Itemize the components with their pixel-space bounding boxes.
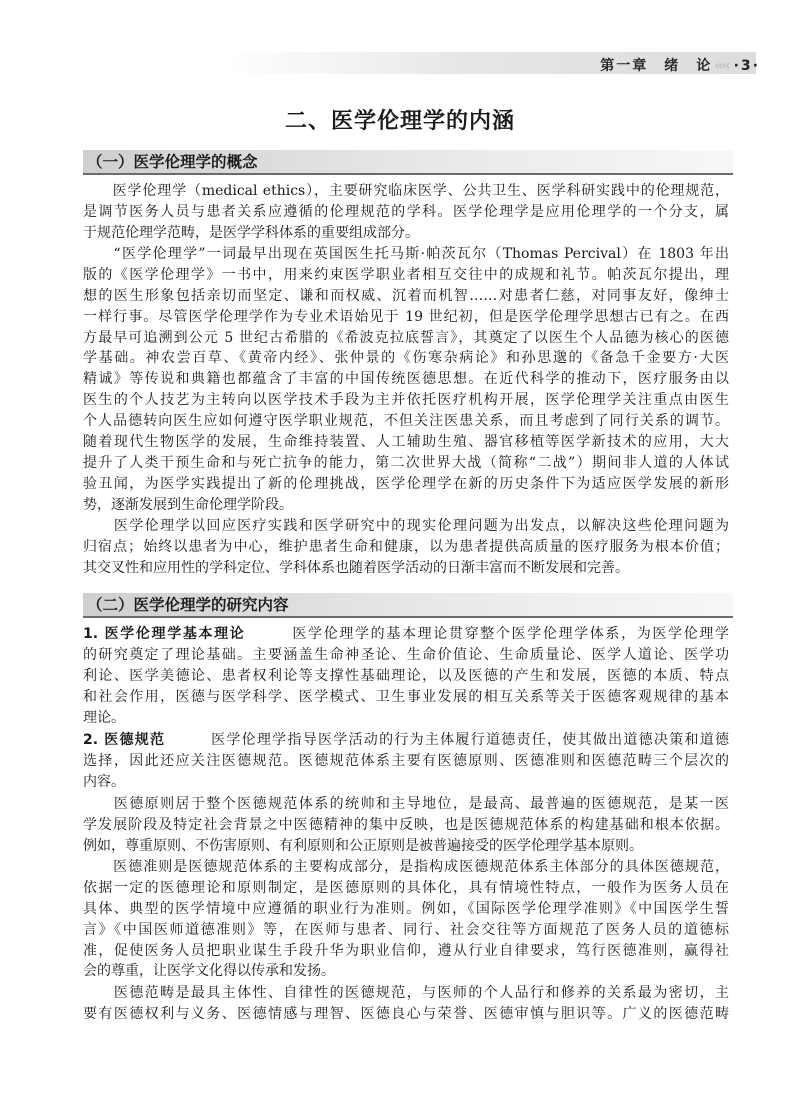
text-line: 个人品德转向医生应如何遵守医学职业规范，不但关注医患关系，而且考虑到了同行关系的调节。 <box>83 413 729 430</box>
text-line: 利论、医学美德论、患者权利论等支撑性基础理论，以及医德的产生和发展，医德的本质、特点 <box>83 667 729 684</box>
bold-lead: 2. 医德规范 <box>83 732 166 748</box>
text-line: 医学伦理学（medical ethics），主要研究临床医学、公共卫生、医学科研实践中的伦理规范， <box>83 183 729 199</box>
text-line: 内容。 <box>83 773 125 790</box>
chevron-decoration-icon: ‹‹‹‹ <box>714 58 729 74</box>
text-line: 医生的个人技艺为主转向以医学技术手段为主并依托医疗机构开展，医学伦理学关注重点由医生 <box>83 392 729 409</box>
text-line: 依据一定的医德理论和原则制定，是医德原则的具体化，具有情境性特点，一般作为医务人员在 <box>83 879 729 896</box>
text-line: 一样行事。尽管医学伦理学作为专业术语始见于 19 世纪初，但是医学伦理学思想古已有之。在西 <box>83 308 729 325</box>
text-line: 学发展阶段及特定社会背景之中医德精神的集中反映，也是医德规范体系的构建基础和根本依据。 <box>83 816 729 833</box>
paragraph <box>83 857 729 982</box>
section-title: 二、医学伦理学的内涵 <box>284 109 515 134</box>
text-line: 势，逐渐发展到生命伦理学阶段。 <box>83 496 293 513</box>
text-line: 归宿点；始终以患者为中心，维护患者生命和健康，以为患者提供高质量的医疗服务为根本价值； <box>83 538 729 555</box>
chapter-title: 第一章 绪 论 <box>600 58 713 74</box>
text-line <box>83 624 729 645</box>
text-run: 医学伦理学的基本理论贯穿整个医学伦理学体系，为医学伦理学 <box>245 626 729 642</box>
text-line: 和社会作用，医德与医学科学、医学模式、卫生事业发展的相互关系等关于医德客观规律的基本 <box>83 688 729 705</box>
paragraph <box>83 624 729 728</box>
text-line: 方最早可追溯到公元 5 世纪古希腊的《希波克拉底誓言》，其奠定了以医生个人品德为核心的医德 <box>83 329 729 346</box>
text-line: 医德准则是医德规范体系的主要构成部分，是指构成医德规范体系主体部分的具体医德规范， <box>83 859 729 875</box>
paragraph <box>83 730 729 793</box>
text-line: 具体、典型的医学情境中应遵循的职业行为准则。例如，《国际医学伦理学准则》《中国医学生誓 <box>83 900 729 917</box>
text-line: 医学伦理学以回应医疗实践和医学研究中的现实伦理问题为出发点，以解决这些伦理问题为 <box>83 518 729 534</box>
text-line: 理论。 <box>83 709 125 726</box>
text-line: 选择，因此还应关注医德规范。医德规范体系主要有医德原则、医德准则和医德范畴三个层次的 <box>83 752 729 769</box>
subhead-research-content-text: （二）医学伦理学的研究内容 <box>87 596 289 614</box>
text-line: “医学伦理学”一词最早出现在英国医生托马斯·帕茨瓦尔（Thomas Percival）在 1803 年出 <box>83 246 729 262</box>
text-line: 例如，尊重原则、不伤害原则、有利原则和公正原则是被普遍接受的医学伦理学基本原则。 <box>83 837 643 854</box>
text-line: 学基础。神农尝百草、《黄帝内经》、张仲景的《伤寒杂病论》和孙思邈的《备急千金要方·大医 <box>83 350 729 367</box>
text-line: 想的医生形象包括亲切而坚定、谦和而权威、沉着而机智……对患者仁慈，对同事友好，像绅士 <box>83 287 729 304</box>
page-number: ·3· <box>733 58 760 74</box>
subhead-concept-text: （一）医学伦理学的概念 <box>87 153 258 171</box>
text-line: 准，促使医务人员把职业谋生手段升华为职业信仰，遵从行业自律要求，笃行医德准则，赢得社 <box>83 942 729 959</box>
text-line: 要有医德权利与义务、医德情感与理智、医德良心与荣誉、医德审慎与胆识等。广义的医德范畴 <box>83 1005 729 1022</box>
text-line: 医德范畴是最具主体性、自律性的医德规范，与医师的个人品行和修养的关系最为密切，主 <box>83 985 729 1001</box>
text-line: 会的尊重，让医学文化得以传承和发扬。 <box>83 963 335 980</box>
running-header <box>600 55 760 75</box>
text-line: 随着现代生物医学的发展，生命维持装置、人工辅助生殖、器官移植等医学新技术的应用，大大 <box>83 434 729 451</box>
text-line: 言》《中国医师道德准则》等，在医师与患者、同行、社会交往等方面规范了医务人员的道德标 <box>83 921 729 938</box>
text-line: 的研究奠定了理论基础。主要涵盖生命神圣论、生命价值论、生命质量论、医学人道论、医学功 <box>83 646 729 663</box>
paragraph <box>83 244 729 516</box>
subhead-concept <box>83 150 733 175</box>
paragraph <box>83 181 729 244</box>
text-line: 提升了人类干预生命和与死亡抗争的能力，第二次世界大战（简称“二战”）期间非人道的人体试 <box>83 454 729 471</box>
paragraph <box>83 794 729 857</box>
text-line: 精诚》等传说和典籍也都蕴含了丰富的中国传统医德思想。在近代科学的推动下，医疗服务由以 <box>83 371 729 388</box>
text-line: 版的《医学伦理学》一书中，用来约束医学职业者相互交往中的成规和礼节。帕茨瓦尔提出，理 <box>83 266 729 283</box>
text-line: 于规范伦理学范畴，是医学学科体系的重要组成部分。 <box>83 224 419 241</box>
paragraph <box>83 516 729 579</box>
text-line <box>83 730 729 751</box>
text-line: 其交叉性和应用性的学科定位、学科体系也随着医学活动的日渐丰富而不断发展和完善。 <box>83 559 629 576</box>
paragraph <box>83 983 729 1025</box>
text-line: 验丑闻，为医学实践提出了新的伦理挑战，医学伦理学在新的历史条件下为适应医学发展的新形 <box>83 475 729 492</box>
bold-lead: 1. 医学伦理学基本理论 <box>83 626 246 642</box>
subhead-research-content <box>83 593 733 618</box>
text-run: 医学伦理学指导医学活动的行为主体履行道德责任，使其做出道德决策和道德 <box>165 732 729 748</box>
text-line: 医德原则居于整个医德规范体系的统帅和主导地位，是最高、最普遍的医德规范，是某一医 <box>83 796 729 812</box>
text-line: 是调节医务人员与患者关系应遵循的伦理规范的学科。医学伦理学是应用伦理学的一个分支，属 <box>83 203 729 220</box>
